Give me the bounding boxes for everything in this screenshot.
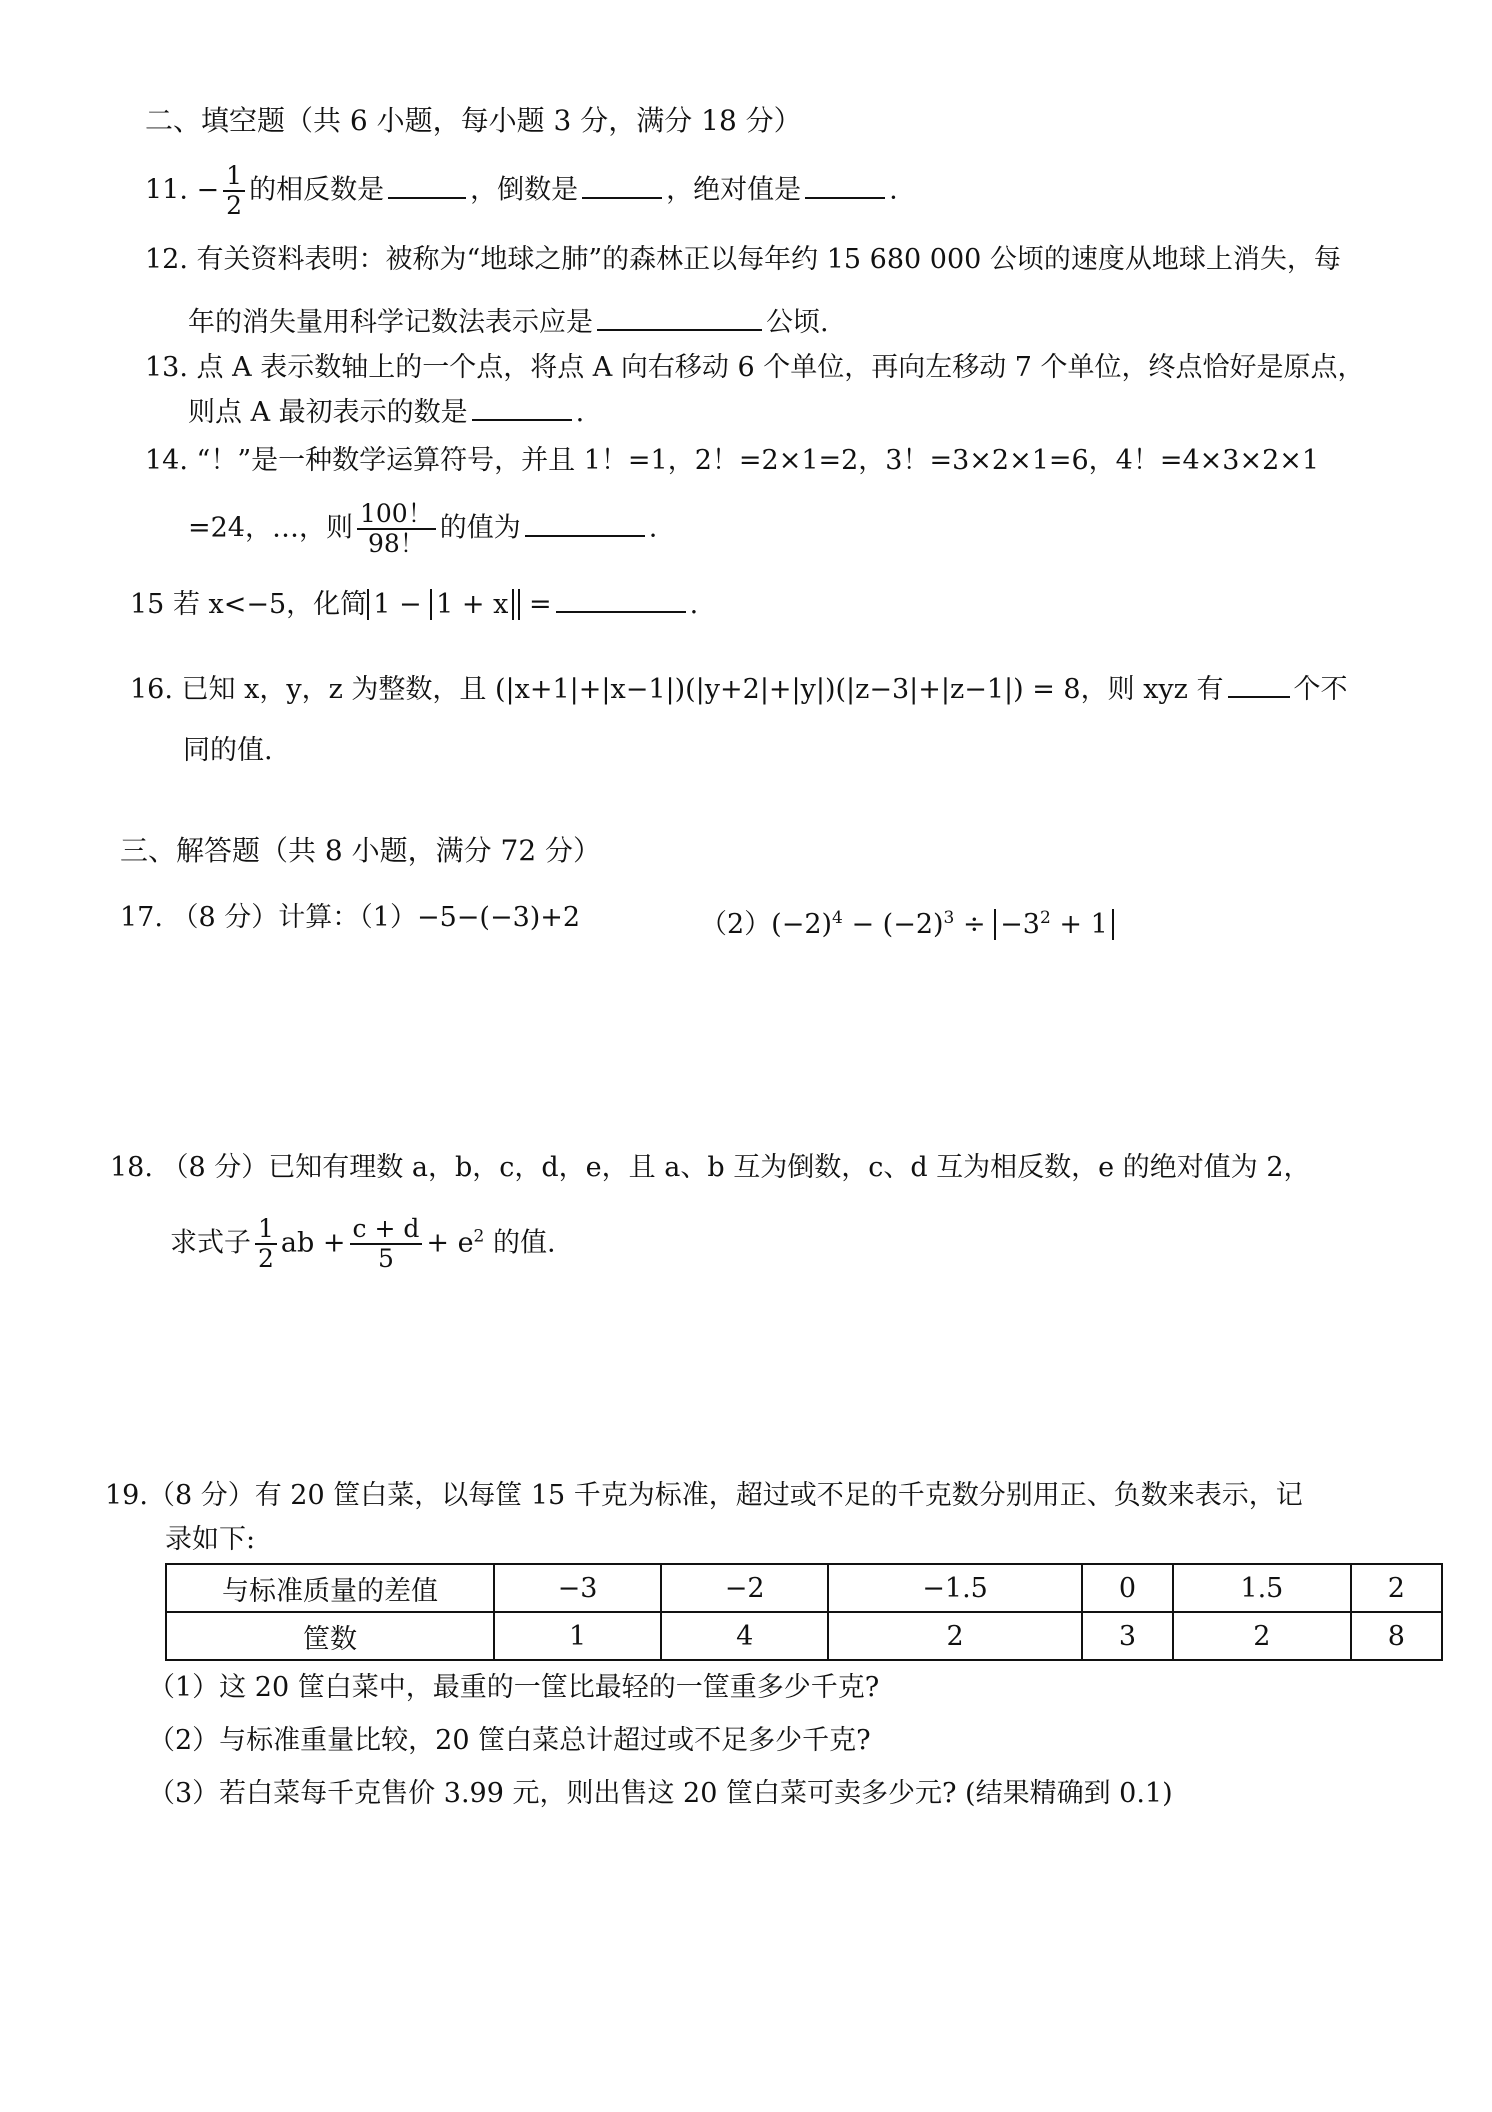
table-cell: 1: [494, 1612, 661, 1660]
question-18-line2: [170, 1215, 556, 1273]
q18-text1: （8 分）已知有理数 a，b，c，d，e，且 a、b 互为倒数，c、d 互为相反数，e 的绝对值为 2，: [161, 1152, 1311, 1183]
q17-part1: （8 分）计算：（1）−5−(−3)+2: [171, 902, 581, 933]
q11-frac-den: 2: [226, 191, 243, 220]
q14-fraction: [357, 500, 436, 558]
q19-part2: （2）与标准重量比较，20 筐白菜总计超过或不足多少千克?: [148, 1725, 871, 1756]
q14-number: 14.: [145, 445, 188, 476]
q16-number: 16.: [130, 674, 173, 705]
section2-title: 二、填空题（共 6 小题，每小题 3 分，满分 18 分）: [145, 104, 802, 137]
q15-end: .: [689, 589, 699, 620]
question-12-line2: [188, 303, 829, 341]
table-cell: 8: [1351, 1612, 1442, 1660]
table-row-header: 筐数: [166, 1612, 494, 1660]
q17-p2-abs-base: −3: [1000, 909, 1040, 940]
question-16-line2: [183, 733, 273, 769]
question-17: [120, 900, 580, 936]
q19-text1: （8 分）有 20 筐白菜，以每筐 15 千克为标准，超过或不足的千克数分别用正、负数来表示，记: [147, 1480, 1303, 1511]
q17-p2-exp1: 4: [832, 908, 843, 928]
q17-p2-exp2: 3: [943, 908, 955, 928]
table-cell: 2: [828, 1612, 1082, 1660]
q18-end: 的值.: [484, 1227, 556, 1259]
q17-p2-base1: （2）(−2): [700, 909, 833, 940]
q14-frac-num: 100！: [357, 500, 436, 530]
q14-blank[interactable]: [525, 509, 645, 537]
table-cell: 2: [1173, 1612, 1351, 1660]
q16-text2: 个不: [1293, 674, 1348, 705]
table-row: [166, 1564, 1442, 1612]
q18-f2-den: 5: [377, 1244, 394, 1273]
q18-fraction-2: [350, 1215, 423, 1273]
q13-end: .: [575, 397, 585, 428]
q18-f2-num: c + d: [350, 1215, 423, 1245]
q18-number: 18.: [110, 1152, 153, 1183]
q19-part1: （1）这 20 筐白菜中，最重的一筐比最轻的一筐重多少千克?: [148, 1672, 880, 1703]
q15-expr-inner: 1 + x: [436, 589, 509, 620]
q11-text2: ，倒数是: [470, 174, 579, 206]
q11-number: 11.: [145, 174, 188, 206]
q14-text1: “！”是一种数学运算符号，并且 1！=1，2！=2×1=2，3！=3×2×1=6，4！=4×3×2×1: [196, 445, 1320, 476]
q12-number: 12.: [145, 244, 188, 275]
section3-title: 三、解答题（共 8 小题，满分 72 分）: [120, 834, 602, 867]
q11-frac-num: 1: [223, 162, 245, 192]
q13-blank[interactable]: [472, 393, 572, 421]
q11-minus: −: [196, 174, 220, 206]
table-cell: 2: [1351, 1564, 1442, 1612]
q12-text3: 公顷.: [766, 307, 829, 338]
question-17-part2: [700, 900, 1114, 943]
question-15: [130, 585, 698, 623]
q17-p2-exp3: 2: [1039, 908, 1051, 928]
question-13-line2: [188, 393, 584, 431]
q11-fraction: [223, 162, 245, 220]
q15-blank[interactable]: [556, 585, 686, 613]
q17-p2-base2: − (−2): [842, 909, 944, 940]
question-12-line1: [145, 242, 1341, 278]
q12-blank[interactable]: [597, 303, 762, 331]
question-13-line1: [145, 350, 1365, 386]
q11-end: .: [889, 174, 898, 206]
question-19-line1: [105, 1478, 1303, 1514]
table-cell: 0: [1082, 1564, 1173, 1612]
question-16-line1: [130, 670, 1348, 708]
q18-e-exp: 2: [473, 1226, 485, 1247]
q11-text1: 的相反数是: [249, 174, 385, 206]
q19-record-table: [165, 1563, 1443, 1661]
table-cell: −2: [661, 1564, 828, 1612]
q11-blank-2[interactable]: [582, 171, 662, 199]
q16-text1: 已知 x，y，z 为整数，且 (|x+1|+|x−1|)(|y+2|+|y|)(|z−3|+|z−1|) = 8，则 xyz 有: [181, 674, 1224, 705]
table-cell: 4: [661, 1612, 828, 1660]
q15-text: 若 x<−5，化简: [172, 589, 368, 620]
table-cell: 1.5: [1173, 1564, 1351, 1612]
q15-expr-left: 1 −: [373, 589, 431, 620]
q18-f1-den: 2: [258, 1244, 274, 1273]
table-cell: 3: [1082, 1612, 1173, 1660]
q11-blank-3[interactable]: [805, 171, 885, 199]
q14-frac-den: 98！: [367, 529, 425, 558]
q18-f1-num: 1: [255, 1215, 277, 1245]
q18-text2: 求式子: [170, 1227, 251, 1259]
question-11: [145, 162, 898, 220]
q19-part3: （3）若白菜每千克售价 3.99 元，则出售这 20 筐白菜可卖多少元? (结果精确到 0.1): [148, 1778, 1173, 1809]
q12-text1: 有关资料表明：被称为“地球之肺”的森林正以每年约 15 680 000 公顷的速度从地球上消失，每: [196, 244, 1341, 275]
q15-outer-abs: [367, 589, 520, 620]
table-cell: −3: [494, 1564, 661, 1612]
q17-p2-abs-tail: + 1: [1050, 909, 1108, 940]
question-14-line2: [188, 500, 657, 558]
question-19-line2: 录如下:: [165, 1524, 256, 1555]
table-cell: −1.5: [828, 1564, 1082, 1612]
q15-equals: =: [520, 589, 552, 620]
question-14-line1: [145, 443, 1319, 479]
q15-inner-abs: [430, 589, 514, 620]
question-18-line1: [110, 1150, 1311, 1186]
q16-text3: 同的值.: [183, 735, 273, 766]
q17-number: 17.: [120, 902, 163, 933]
q19-number: 19.: [105, 1480, 148, 1511]
q12-text2: 年的消失量用科学记数法表示应是: [188, 307, 593, 338]
q14-text3: 的值为: [439, 512, 521, 544]
q14-end: .: [648, 512, 658, 544]
q18-ab: ab +: [280, 1227, 346, 1259]
q18-fraction-1: [255, 1215, 277, 1273]
q13-number: 13.: [145, 352, 188, 383]
q13-text2: 则点 A 最初表示的数是: [188, 397, 468, 428]
q11-text3: ，绝对值是: [666, 174, 802, 206]
q16-blank[interactable]: [1228, 670, 1290, 698]
q18-e: + e: [426, 1227, 474, 1259]
q13-text1: 点 A 表示数轴上的一个点，将点 A 向右移动 6 个单位，再向左移动 7 个单位，终点恰好是原点，: [196, 352, 1365, 383]
q15-number: 15: [130, 589, 165, 620]
q17-p2-div: ÷: [954, 909, 995, 940]
table-row-header: 与标准质量的差值: [166, 1564, 494, 1612]
table-row: [166, 1612, 1442, 1660]
q11-blank-1[interactable]: [388, 171, 466, 199]
q14-text2: =24，…，则: [188, 512, 353, 544]
q17-p2-abs: [994, 909, 1114, 940]
